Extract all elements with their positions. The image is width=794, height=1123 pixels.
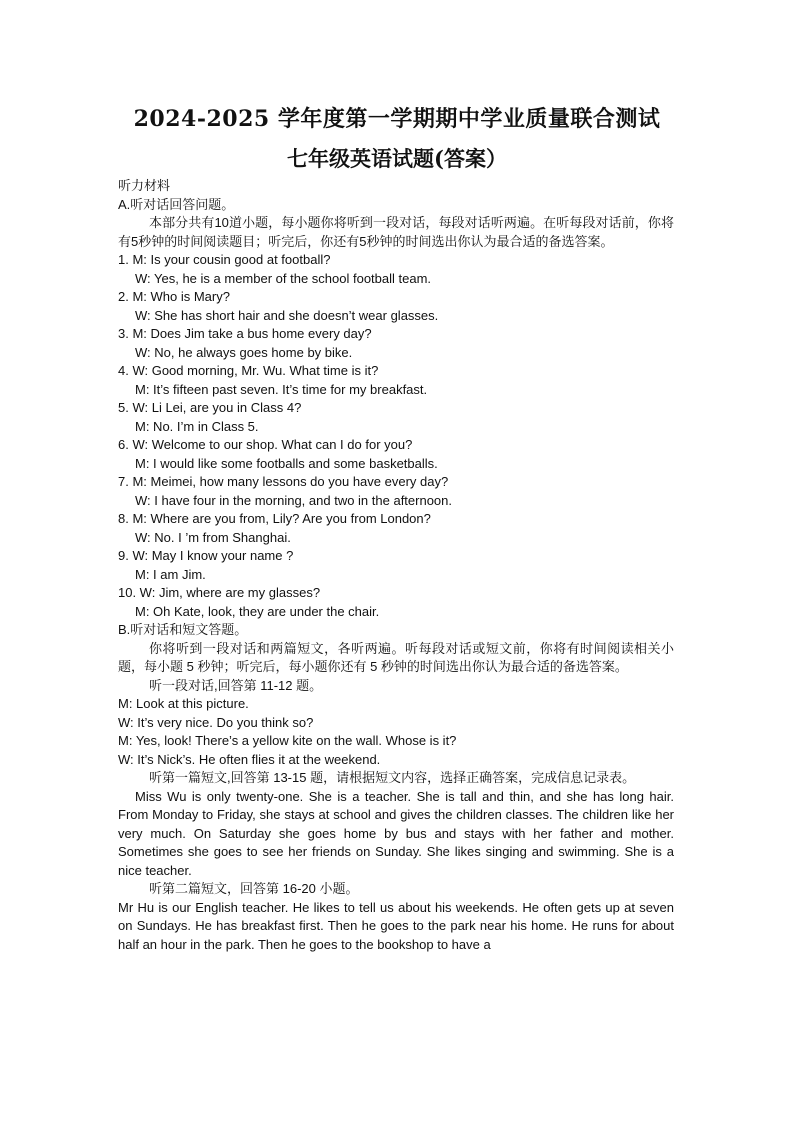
dialogue-line: W: It’s very nice. Do you think so? <box>118 714 314 730</box>
dialogue-intro: 听一段对话,回答第 11-12 题。 <box>149 677 323 693</box>
dialogue-question: 10. W: Jim, where are my glasses? <box>118 585 321 600</box>
dialogue-list <box>118 251 674 621</box>
dialogue-answer: W: No. I ’m from Shanghai. <box>135 529 291 545</box>
dialogue-line: M: Yes, look! There’s a yellow kite on the wall. Whose is it? <box>118 733 457 748</box>
dialogue-question: 6. W: Welcome to our shop. What can I do for you? <box>118 437 413 452</box>
dialogue-item <box>118 584 674 621</box>
passage-1-intro: 听第一篇短文,回答第 13-15 题，请根据短文内容，选择正确答案，完成信息记录表。 <box>149 770 636 785</box>
dialogue-item <box>118 547 674 584</box>
section-b-instructions: 你将听到一段对话和两篇短文，各听两遍。听每段对话或短文前，你将有时间阅读相关小题，每小题 5 秒钟；听完后，每小题你还有 5 秒钟的时间选出你认为最合适的备选答案。 <box>118 640 674 674</box>
dialogue-line: W: It’s Nick’s. He often flies it at the weekend. <box>118 751 381 767</box>
section-a-instructions: 本部分共有10道小题，每小题你将听到一段对话，每段对话听两遍。在听每段对话前，你将有5秒钟的时间阅读题目；听完后，你还有5秒钟的时间选出你认为最合适的备选答案。 <box>118 215 674 249</box>
dialogue-item <box>118 473 674 510</box>
section-b-heading: B.听对话和短文答题。 <box>118 622 248 637</box>
dialogue-question: 8. M: Where are you from, Lily? Are you from London? <box>118 511 431 526</box>
dialogue-answer: M: Oh Kate, look, they are under the chair. <box>135 603 380 619</box>
dialogue-answer: W: She has short hair and she doesn’t wear glasses. <box>135 307 439 323</box>
dialogue-item <box>118 288 674 325</box>
section-a-heading: A.听对话回答问题。 <box>118 196 235 212</box>
dialogue-answer: W: I have four in the morning, and two in the afternoon. <box>135 492 453 508</box>
dialogue-answer: W: Yes, he is a member of the school football team. <box>135 270 432 286</box>
page-subtitle: 七年级英语试题(答案） <box>287 146 507 171</box>
dialogue-answer: M: It’s fifteen past seven. It’s time for my breakfast. <box>135 381 428 397</box>
dialogue-question: 7. M: Meimei, how many lessons do you have every day? <box>118 474 449 489</box>
dialogue-answer: M: I would like some footballs and some basketballs. <box>135 455 438 471</box>
page-title: 2024-2025 学年度第一学期期中学业质量联合测试 <box>133 106 661 132</box>
dialogue-item <box>118 399 674 436</box>
dialogue-item <box>118 362 674 399</box>
document-body <box>118 177 674 954</box>
dialogue-item <box>118 436 674 473</box>
dialogue-answer: M: No. I’m in Class 5. <box>135 418 259 434</box>
listening-heading: 听力材料 <box>118 178 171 193</box>
passage-1-text: Miss Wu is only twenty-one. She is a teacher. She is tall and thin, and she has long hair. From Monday to Friday, she stays at school and gives the children classes. The children like her very much. On Saturday she goes home by bus and stays with her father and mother. Sometimes she goes to see her friends on Sunday. She likes singing and swimming. She is a nice teacher. <box>118 788 674 878</box>
dialogue-question: 5. W: Li Lei, are you in Class 4? <box>118 400 302 415</box>
dialogue-question: 9. W: May I know your name ? <box>118 548 294 563</box>
passage-2-text: Mr Hu is our English teacher. He likes to tell us about his weekends. He often gets up at seven on Sundays. He has breakfast first. Then he goes to the park near his home. He runs for about half an hour in the park. Then he goes to the bookshop to have a <box>118 899 674 952</box>
dialogue-question: 2. M: Who is Mary? <box>118 289 230 304</box>
dialogue-question: 3. M: Does Jim take a bus home every day? <box>118 326 372 341</box>
dialogue-question: 1. M: Is your cousin good at football? <box>118 252 331 267</box>
passage-2-intro: 听第二篇短文，回答第 16-20 小题。 <box>149 881 359 896</box>
dialogue-answer: W: No, he always goes home by bike. <box>135 344 353 360</box>
dialogue-question: 4. W: Good morning, Mr. Wu. What time is it? <box>118 363 379 378</box>
dialogue-line: M: Look at this picture. <box>118 696 249 711</box>
dialogue-item <box>118 510 674 547</box>
dialogue-item <box>118 325 674 362</box>
dialogue-item <box>118 251 674 288</box>
dialogue-answer: M: I am Jim. <box>135 566 206 582</box>
